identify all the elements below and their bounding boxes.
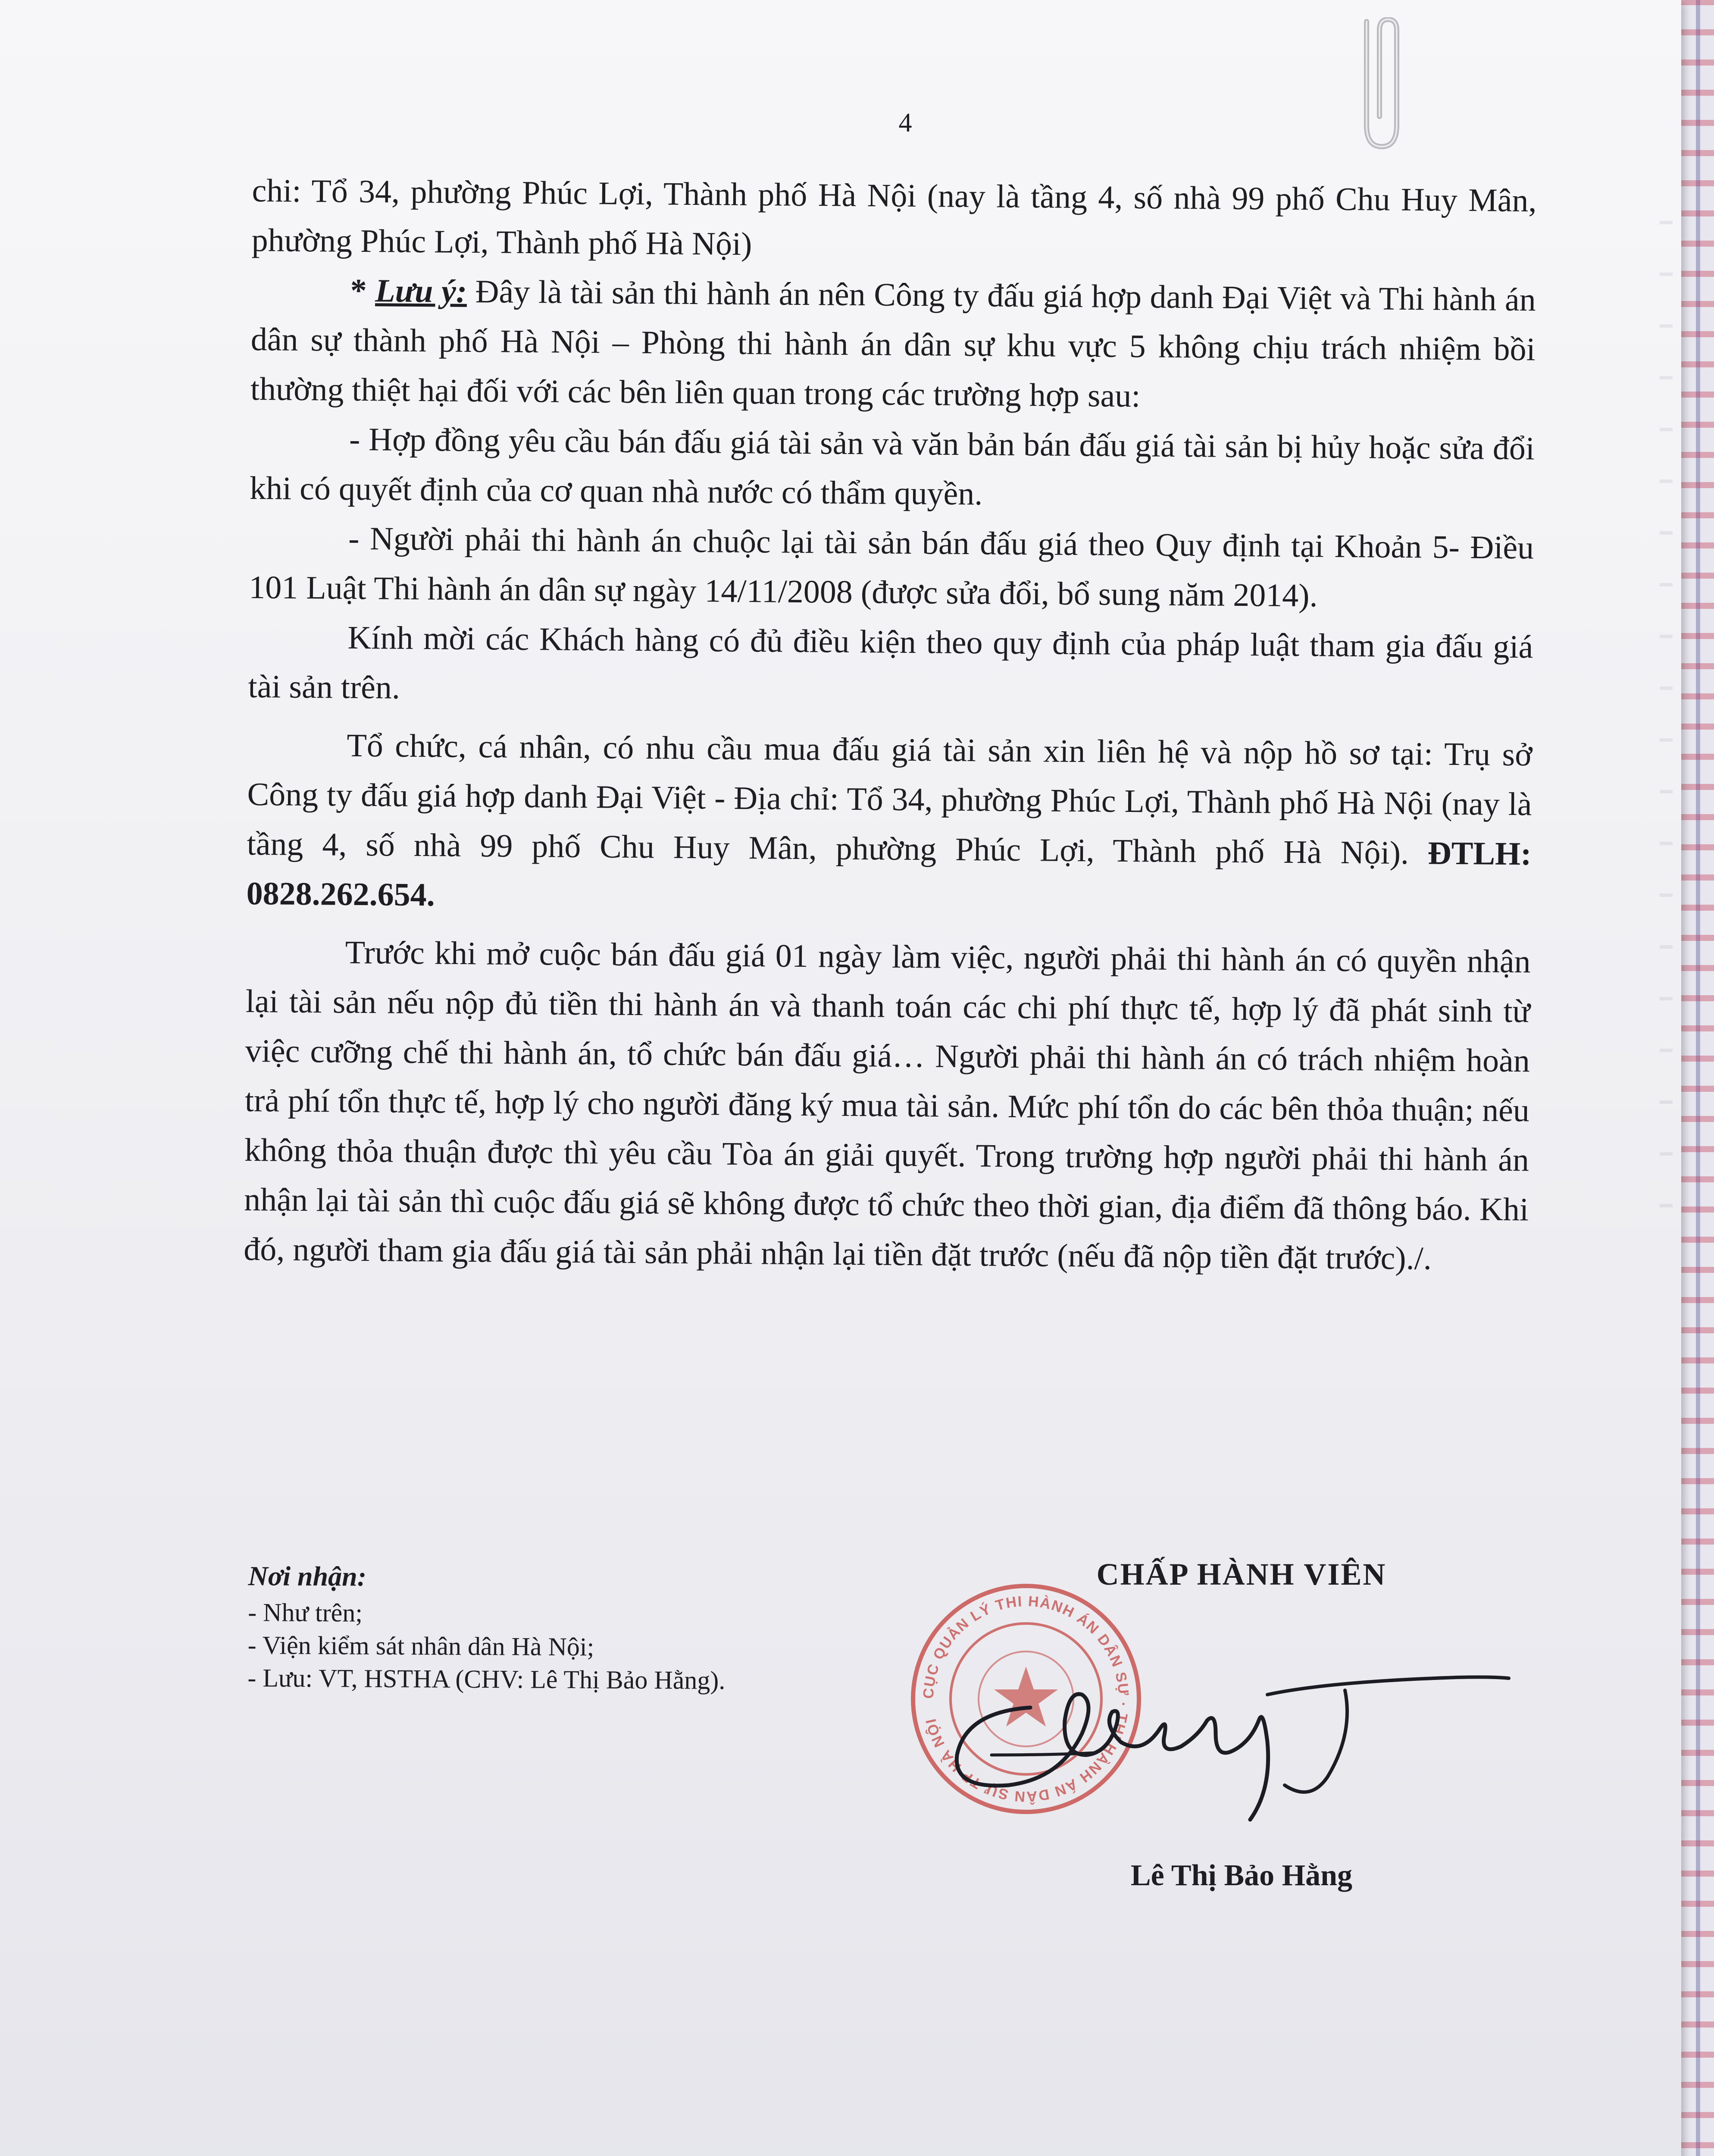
note-label: Lưu ý: [375,273,467,310]
note-paragraph [250,265,1536,424]
redemption-paragraph: Trước khi mở cuộc bán đấu giá 01 ngày làm việc, người phải thi hành án có quyền nhận lại tài sản nếu nộp đủ tiền thi hành án và thanh toán các chi phí thực tế, hợp lý đã phát sinh từ việc cưỡng chế thi hành án, tổ chức bán đấu giá… Người phải thi hành án có trách nhiệm hoàn trả phí tổn thực tế, hợp lý cho người đăng ký mua tài sản. Mức phí tổn do các bên thỏa thuận; nếu không thỏa thuận được thì yêu cầu Tòa án giải quyết. Trong trường hợp người phải thi hành án nhận lại tài sản thì cuộc đấu giá sẽ không được tổ chức theo thời gian, địa điểm đã thông báo. Khi đó, người tham gia đấu giá tài sản phải nhận lại tiền đặt trước (nếu đã nộp tiền đặt trước)./. [243,934,1531,1277]
document-body [244,166,1537,1284]
address-continuation: chi: Tổ 34, phường Phúc Lợi, Thành phố Hà Nội (nay là tầng 4, số nhà 99 phố Chu Huy Mân, phường Phúc Lợi, Thành phố Hà Nội) [251,172,1537,263]
case-2-paragraph: - Người phải thi hành án chuộc lại tài sản bán đấu giá theo Quy định tại Khoản 5- Điều 101 Luật Thi hành án dân sự ngày 14/11/2008 (được sửa đổi, bổ sung năm 2014). [248,520,1534,614]
case-1-paragraph: - Hợp đồng yêu cầu bán đấu giá tài sản và văn bản bán đấu giá tài sản bị hủy hoặc sửa đổi khi có quyết định của cơ quan nhà nước có thẩm quyền. [249,421,1535,512]
invitation-paragraph: Kính mời các Khách hàng có đủ điều kiện theo quy định của pháp luật tham gia đấu giá tài sản trên. [248,619,1533,706]
handwritten-signature [940,1647,1517,1846]
recipient-item: - Như trên; [248,1598,363,1627]
recipient-item: - Viện kiểm sát nhân dân Hà Nội; [247,1631,594,1661]
contact-text: Tổ chức, cá nhân, có nhu cầu mua đấu giá tài sản xin liên hệ và nộp hồ sơ tại: Trụ sở Công ty đấu giá hợp danh Đại Việt - Địa chỉ: Tổ 34, phường Phúc Lợi, Thành phố Hà Nội (nay là tầng 4, số nhà 99 phố Chu Huy Mân, phường Phúc Lợi, Thành phố Hà Nội). [247,727,1533,871]
recipient-item: - Lưu: VT, HSTHA (CHV: Lê Thị Bảo Hằng). [247,1664,726,1695]
seal-text: CỤC QUẢN LÝ THI HÀNH ÁN DÂN SỰ · THI HÀNH ÁN DÂN SỰ TP HÀ NỘI [920,1593,1132,1805]
bleed-through-text [1660,172,1673,1207]
recipients-block [247,1560,726,1697]
note-asterisk: * [350,272,375,309]
recipients-heading: Nơi nhận: [248,1561,367,1592]
contact-phone: ĐTLH: 0828.262.654. [246,835,1532,913]
signer-title: CHẤP HÀNH VIÊN [1096,1557,1387,1592]
contact-paragraph [246,720,1533,928]
note-text: Đây là tài sản thi hành án nên Công ty đấu giá hợp danh Đại Việt và Thi hành án dân sự thành phố Hà Nội – Phòng thi hành án dân sự khu vực 5 không chịu trách nhiệm bồi thường thiệt hại đối với các bên liên quan trong các trường hợp sau: [250,273,1536,414]
signer-name: Lê Thị Bảo Hằng [1130,1859,1353,1892]
page-number: 4 [898,108,912,138]
